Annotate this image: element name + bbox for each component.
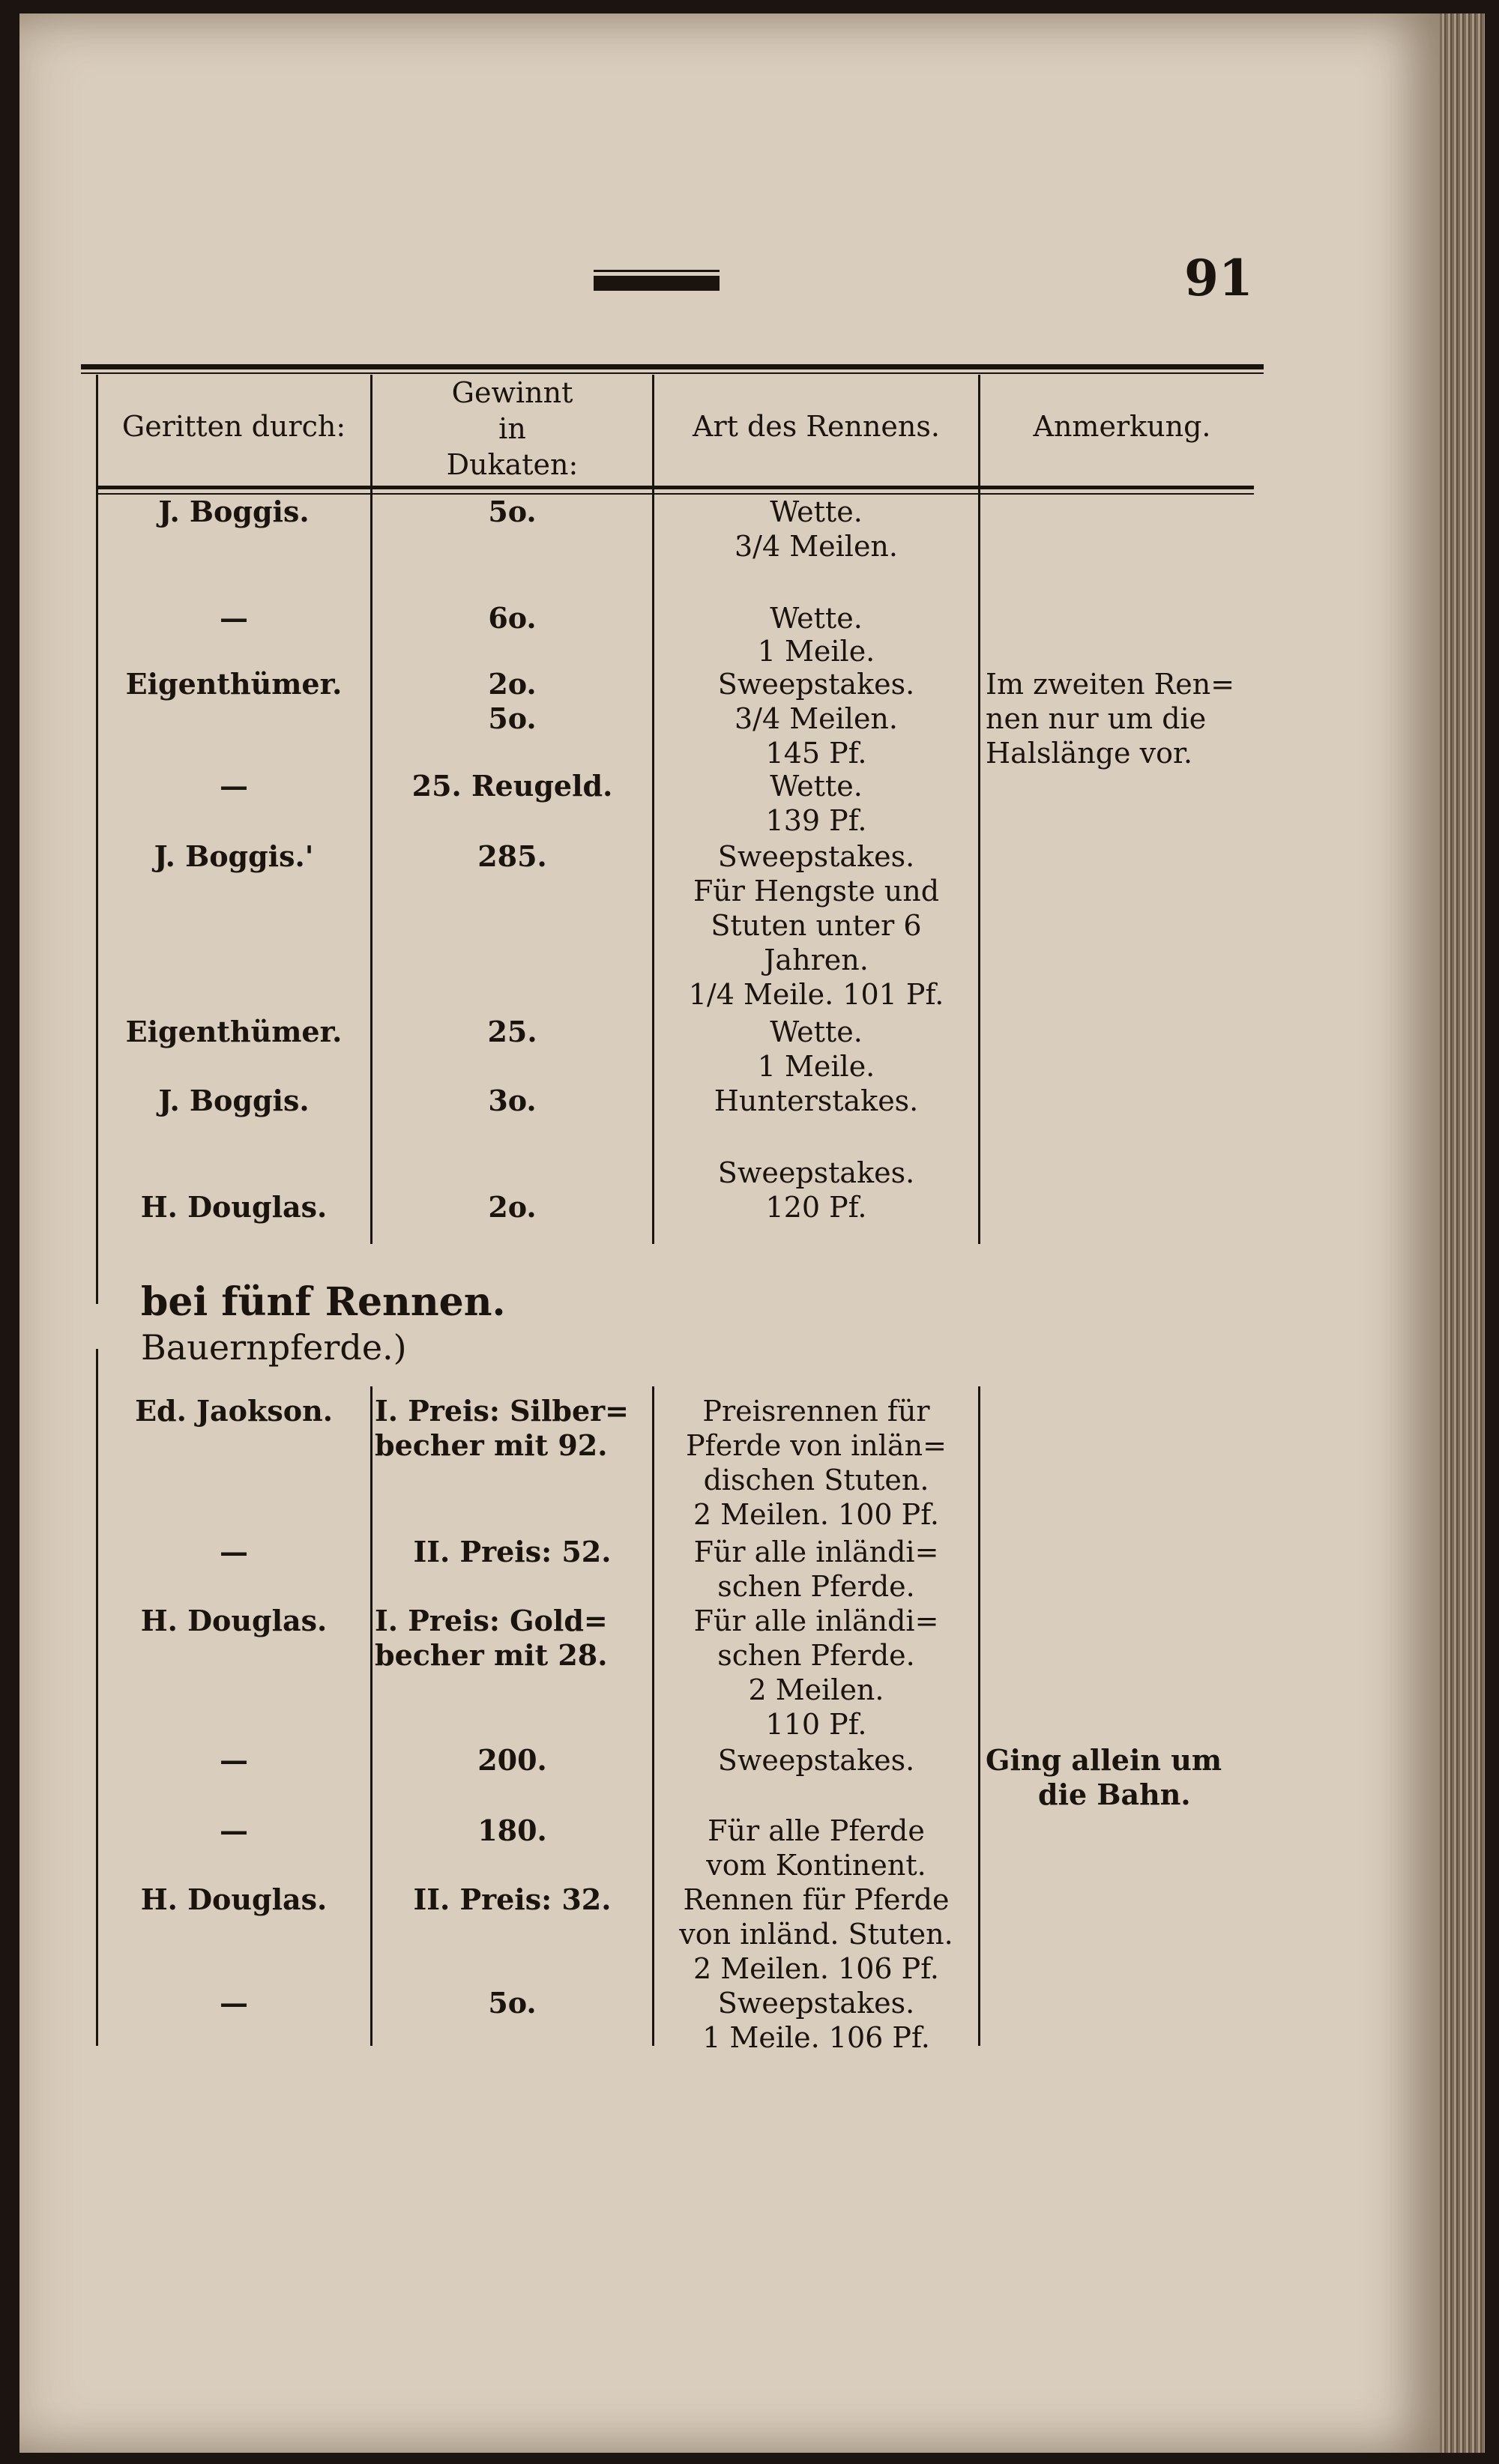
note-line: die Bahn. [1038, 1778, 1191, 1811]
win-cell: 2o. [488, 667, 537, 701]
art-line: 2 Meilen. 100 Pf. [693, 1498, 940, 1531]
col-header-art: Art des Rennens. [693, 410, 940, 443]
page-number: 91 [1184, 249, 1253, 307]
art-line: Sweepstakes. [717, 1156, 915, 1189]
rider-cell: — [220, 1814, 248, 1847]
rider-cell: Eigenthümer. [125, 667, 343, 701]
rider-cell: Eigenthümer. [125, 1015, 343, 1048]
col-header-geritten: Geritten durch: [121, 410, 346, 443]
win-cell: becher mit 28. [375, 1638, 608, 1672]
column-rule-3 [978, 375, 980, 1244]
section-title: bei fünf Rennen. [141, 1279, 506, 1325]
win-cell: I. Preis: Silber= [375, 1394, 630, 1428]
col-header-gewinnt-line: Gewinnt [451, 376, 573, 409]
note-line: Halslänge vor. [986, 737, 1193, 770]
rider-cell: H. Douglas. [140, 1882, 328, 1916]
book-page [19, 13, 1440, 2453]
win-cell: 6o. [488, 601, 537, 635]
art-line: schen Pferde. [717, 1639, 915, 1672]
rider-cell: J. Boggis. [158, 495, 310, 528]
art-line: 1 Meile. 106 Pf. [702, 2021, 930, 2054]
col-header-anmerkung: Anmerkung. [1033, 410, 1211, 443]
win-cell: 25. Reugeld. [411, 769, 613, 803]
art-line: 1 Meile. [757, 1050, 875, 1083]
art-line: Preisrennen für [702, 1395, 930, 1428]
art-line: Sweepstakes. [717, 1744, 915, 1777]
rider-cell: J. Boggis. [158, 1084, 310, 1117]
art-line: Rennen für Pferde [683, 1883, 950, 1916]
art-line: 139 Pf. [765, 804, 867, 837]
rider-cell: H. Douglas. [140, 1190, 328, 1224]
art-line: Sweepstakes. [717, 668, 915, 701]
art-line: 1/4 Meile. 101 Pf. [688, 978, 944, 1011]
art-line: Sweepstakes. [717, 840, 915, 873]
win-cell: becher mit 92. [375, 1428, 608, 1462]
art-line: Wette. [770, 602, 863, 635]
art-line: Jahren. [764, 943, 869, 976]
win-cell: 180. [477, 1814, 547, 1847]
art-line: 1 Meile. [757, 635, 875, 668]
art-line: Wette. [770, 1015, 863, 1048]
rider-cell: — [220, 769, 248, 803]
art-line: von inländ. Stuten. [679, 1918, 953, 1951]
note-line: Ging allein um [986, 1743, 1222, 1777]
art-line: schen Pferde. [717, 1570, 915, 1603]
win-cell: 200. [477, 1743, 547, 1777]
rider-cell: — [220, 1535, 248, 1568]
art-line: dischen Stuten. [703, 1464, 929, 1497]
art-line: Für alle Pferde [708, 1814, 925, 1847]
win-cell: 5o. [488, 1986, 537, 2020]
col-header-gewinnt-line: in [498, 412, 526, 445]
col-header-gewinnt-line: Dukaten: [446, 448, 579, 481]
art-line: Für Hengste und [693, 875, 940, 908]
art-line: Sweepstakes. [717, 1987, 915, 2020]
rider-cell: Ed. Jaokson. [135, 1394, 333, 1428]
art-line: 3/4 Meilen. [735, 702, 898, 735]
art-line: Pferde von inlän= [686, 1429, 947, 1462]
table-top-rule-thin [81, 372, 1264, 374]
win-cell: 25. [487, 1015, 537, 1048]
art-line: 145 Pf. [765, 737, 867, 770]
note-line: Im zweiten Ren= [986, 668, 1235, 701]
header-bottom-rule [96, 486, 1254, 489]
win-cell: I. Preis: Gold= [375, 1604, 608, 1637]
art-line: 110 Pf. [765, 1708, 867, 1741]
table-left-border-2 [96, 1349, 98, 2046]
art-line: Wette. [770, 770, 863, 803]
book-page-edge [1440, 13, 1485, 2453]
win-cell: II. Preis: 52. [413, 1535, 612, 1568]
art-line: Hunterstakes. [714, 1084, 919, 1117]
rider-cell: — [220, 601, 248, 635]
art-line: 2 Meilen. [748, 1673, 884, 1706]
art-line: 120 Pf. [765, 1191, 867, 1224]
rider-cell: — [220, 1743, 248, 1777]
art-line: 3/4 Meilen. [735, 530, 898, 563]
win-cell: II. Preis: 32. [413, 1882, 612, 1916]
rider-cell: — [220, 1986, 248, 2020]
art-line: 2 Meilen. 106 Pf. [693, 1952, 940, 1985]
win-cell: 5o. [488, 495, 537, 528]
art-line: Stuten unter 6 [711, 909, 922, 942]
art-line: Wette. [770, 495, 863, 528]
rider-cell: H. Douglas. [140, 1604, 328, 1637]
col-header-gewinnt [373, 375, 652, 483]
column-rule-3-b [978, 1386, 980, 2046]
art-line: Für alle inländi= [693, 1604, 939, 1637]
rider-cell: J. Boggis.' [154, 839, 314, 873]
win-cell: 3o. [488, 1084, 537, 1117]
win-cell: 2o. [488, 1190, 537, 1224]
table-top-rule [81, 364, 1264, 369]
art-line: Für alle inländi= [693, 1536, 939, 1568]
column-rule-1-b [370, 1386, 373, 2046]
header-ornament-rule [594, 276, 720, 291]
note-line: nen nur um die [986, 702, 1207, 735]
section-subtitle: Bauernpferde.) [141, 1327, 407, 1368]
win-cell: 5o. [488, 701, 537, 735]
win-cell: 285. [477, 839, 547, 873]
art-line: vom Kontinent. [706, 1849, 926, 1882]
